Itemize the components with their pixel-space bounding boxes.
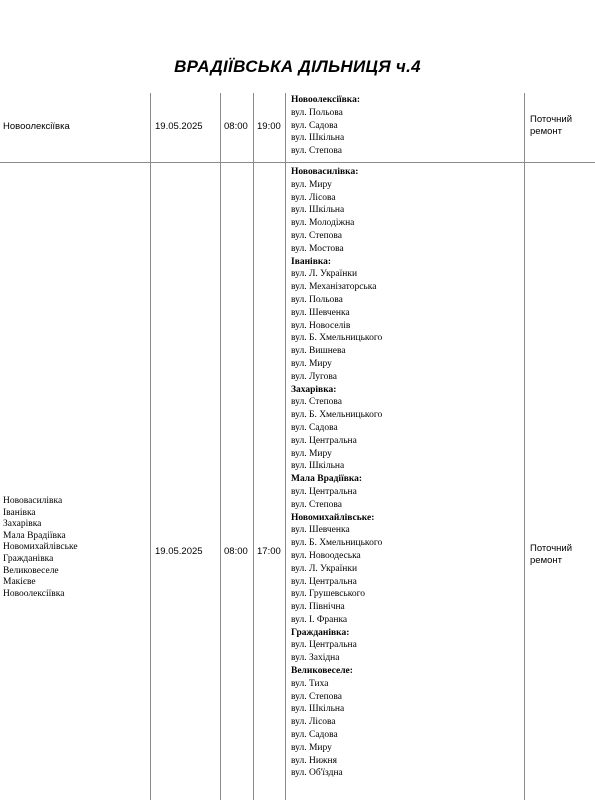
settlement-name: Новоолексіївка [3,588,65,599]
street-item: вул. Польова [291,294,343,305]
settlement-name: Мала Врадіївка [3,530,66,541]
settlement-name: Макієве [3,577,36,588]
street-item: вул. Північна [291,602,345,613]
street-item: вул. Миру [291,742,332,753]
street-item: вул. Грушевського [291,589,366,600]
outage-end-time: 17:00 [257,546,281,557]
column-divider [285,93,286,800]
street-item: вул. Степова [291,397,342,408]
street-item: вул. Вишнева [291,346,346,357]
street-item: вул. Західна [291,653,340,664]
work-type [530,543,572,567]
column-divider [253,93,254,800]
street-item: вул. Шкільна [291,704,345,715]
village-heading: Новомихайлівське: [291,512,375,523]
street-item: вул. Шевченка [291,525,350,536]
village-heading: Мала Врадіївка: [291,474,363,485]
street-item: вул. Об'їздна [291,768,343,779]
street-item: вул. Л. Українки [291,563,358,574]
work-type-line: Поточний [530,114,573,125]
street-item: вул. Шкільна [291,133,345,144]
outage-start-time: 08:00 [224,121,248,132]
work-type-line: ремонт [530,126,562,137]
street-item: вул. Центральна [291,486,357,497]
street-item: вул. Шкільна [291,205,345,216]
village-heading: Великовеселе: [291,666,353,677]
column-divider [220,93,221,800]
street-list [291,166,382,780]
street-item: вул. Лугова [291,371,337,382]
street-item: вул. Лісова [291,717,336,728]
work-type-line: ремонт [530,555,562,566]
street-item: вул. І. Франка [291,614,348,625]
column-divider [524,93,525,800]
street-item: вул. Механізаторська [291,282,377,293]
street-item: вул. Миру [291,358,332,369]
settlement-name: Гражданівка [3,553,54,564]
village-heading: Новоолексіївка: [291,95,360,105]
street-item: вул. Садова [291,730,338,741]
street-item: вул. Молодіжна [291,218,355,229]
outage-date: 19.05.2025 [155,121,203,132]
street-item: вул. Степова [291,230,342,241]
street-item: вул. Степова [291,691,342,702]
work-type [530,114,572,138]
settlement-name: Нововасилівка [3,496,63,506]
street-item: вул. Миру [291,448,332,459]
street-item: вул. Л. Українки [291,269,358,280]
village-heading: Нововасилівка: [291,167,359,177]
village-heading: Захарівка: [291,384,337,395]
street-item: вул. Шевченка [291,307,350,318]
street-item: вул. Миру [291,179,332,190]
settlement-list [3,496,78,600]
settlement-name: Захарівка [3,519,42,530]
street-item: вул. Центральна [291,640,357,651]
outage-end-time: 19:00 [257,121,281,132]
work-type-line: Поточний [530,543,573,554]
street-item: вул. Нижня [291,755,337,766]
street-item: вул. Степова [291,499,342,510]
table-row-divider [0,162,595,163]
street-item: вул. Центральна [291,435,357,446]
village-heading: Іванівка: [291,256,332,267]
page-title: ВРАДІЇВСЬКА ДІЛЬНИЦЯ ч.4 [174,57,421,76]
street-item: вул. Б. Хмельницького [291,538,383,549]
street-list [291,94,360,158]
outage-start-time: 08:00 [224,546,248,557]
outage-date: 19.05.2025 [155,546,203,557]
street-item: вул. Центральна [291,576,357,587]
village-heading: Гражданівка: [291,627,350,638]
settlement-name: Новомихайлівське [3,542,78,553]
column-divider [150,93,151,800]
settlement-name: Новоолексіївка [3,121,70,132]
street-item: вул. Новоселів [291,320,351,331]
settlement-name: Іванівка [3,507,36,518]
street-item: вул. Польова [291,107,343,118]
street-item: вул. Мостова [291,243,344,254]
street-item: вул. Б. Хмельницького [291,410,383,421]
settlement-name: Великовеселе [3,565,59,576]
street-item: вул. Новоодеська [291,550,361,561]
street-item: вул. Лісова [291,192,336,203]
street-item: вул. Шкільна [291,461,345,472]
street-item: вул. Степова [291,146,342,157]
street-item: вул. Садова [291,422,338,433]
street-item: вул. Тиха [291,678,329,689]
street-item: вул. Садова [291,120,338,131]
street-item: вул. Б. Хмельницького [291,333,383,344]
